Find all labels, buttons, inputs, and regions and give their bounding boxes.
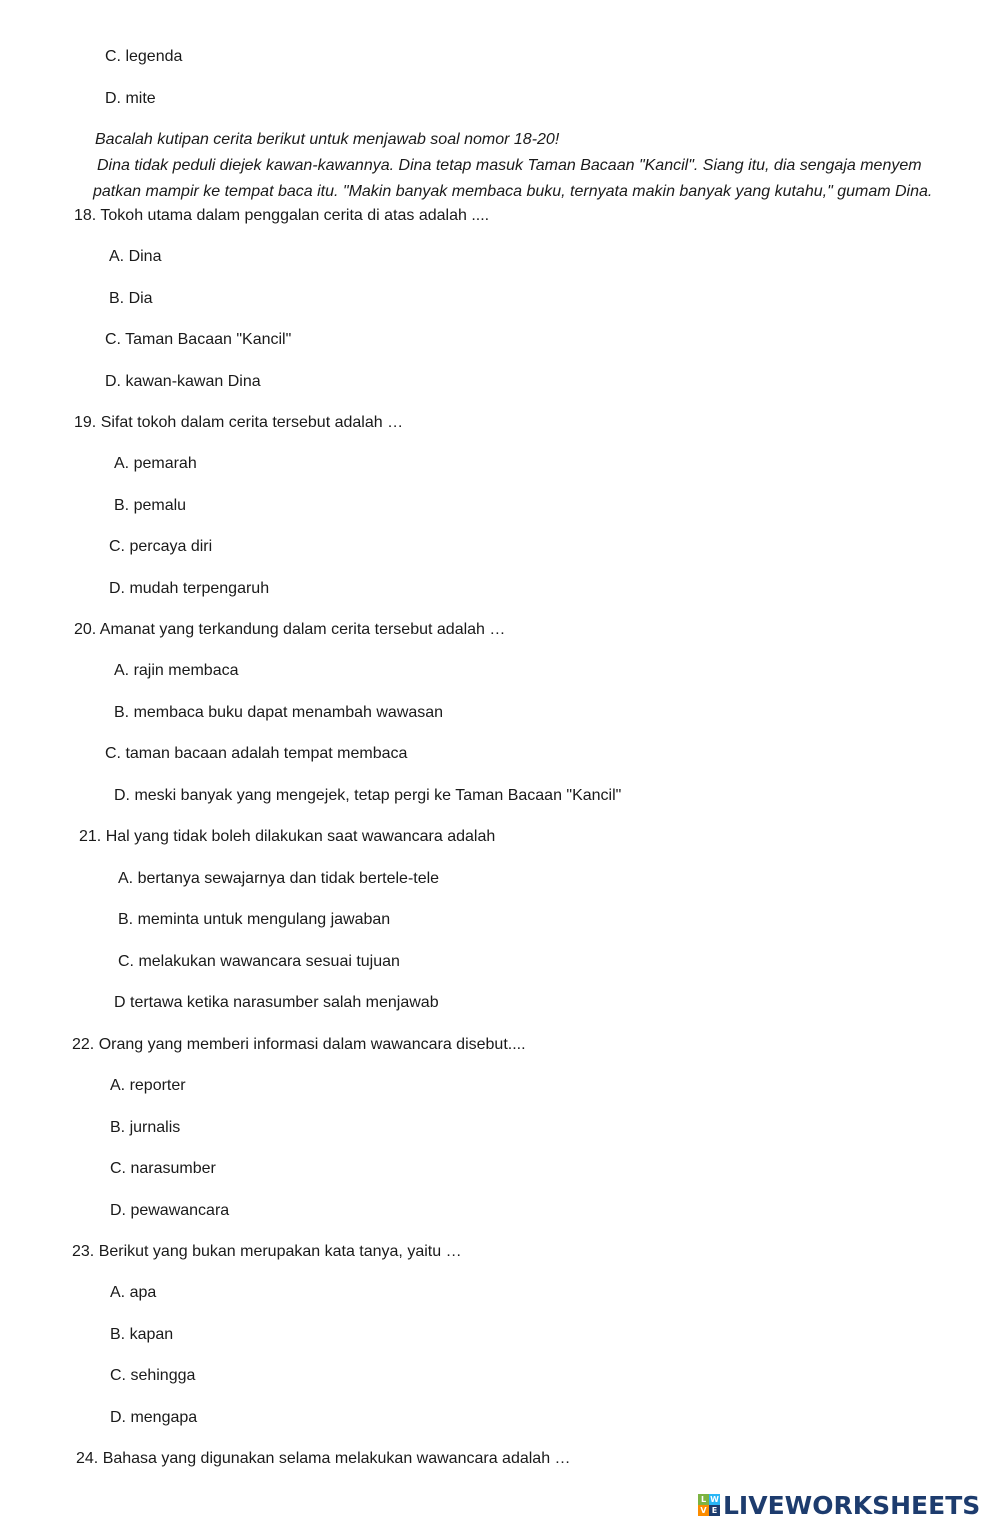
q21-option-d: D tertawa ketika narasumber salah menjawab xyxy=(114,994,439,1011)
q19-option-a: A. pemarah xyxy=(114,455,197,472)
liveworksheets-mark-icon xyxy=(698,1494,720,1516)
q19-option-c: C. percaya diri xyxy=(109,538,213,555)
q18-option-d: D. kawan-kawan Dina xyxy=(105,373,261,390)
q22-option-a: A. reporter xyxy=(110,1077,186,1094)
question-22: 22. Orang yang memberi informasi dalam wawancara disebut.... xyxy=(72,1036,526,1053)
q23-option-b: B. kapan xyxy=(110,1326,174,1343)
q21-option-a: A. bertanya sewajarnya dan tidak bertele-tele xyxy=(118,870,440,887)
question-21: 21. Hal yang tidak boleh dilakukan saat wawancara adalah xyxy=(79,828,496,845)
liveworksheets-brand: LIVEWORKSHEETS xyxy=(723,1490,981,1520)
mark-letter: V xyxy=(698,1505,709,1516)
passage-line-2: patkan mampir ke tempat baca itu. "Makin banyak membaca buku, ternyata makin banyak yang kutahu," gumam Dina. xyxy=(93,183,933,200)
question-24: 24. Bahasa yang digunakan selama melakukan wawancara adalah … xyxy=(76,1450,571,1467)
q21-option-b: B. meminta untuk mengulang jawaban xyxy=(118,911,391,928)
q22-option-b: B. jurnalis xyxy=(110,1119,181,1136)
liveworksheets-logo xyxy=(698,1490,980,1520)
q22-option-c: C. narasumber xyxy=(110,1160,216,1177)
q19-option-b: B. pemalu xyxy=(114,497,187,514)
q18-option-a: A. Dina xyxy=(109,248,162,265)
q23-option-a: A. apa xyxy=(110,1284,157,1301)
reading-instruction: Bacalah kutipan cerita berikut untuk menjawab soal nomor 18-20! xyxy=(95,131,560,148)
question-20: 20. Amanat yang terkandung dalam cerita tersebut adalah … xyxy=(74,621,506,638)
q23-option-d: D. mengapa xyxy=(110,1409,198,1426)
q18-option-c: C. Taman Bacaan "Kancil" xyxy=(105,331,292,348)
mark-letter: W xyxy=(710,1495,719,1504)
passage-line-1: Dina tidak peduli diejek kawan-kawannya. Dina tetap masuk Taman Bacaan "Kancil". Siang itu, dia sengaja menyem xyxy=(97,157,922,174)
q20-option-b: B. membaca buku dapat menambah wawasan xyxy=(114,704,444,721)
mark-letter: L xyxy=(698,1494,709,1505)
mark-letter: E xyxy=(709,1505,720,1516)
q23-option-c: C. sehingga xyxy=(110,1367,196,1384)
q20-option-c: C. taman bacaan adalah tempat membaca xyxy=(105,745,408,762)
q20-option-d: D. meski banyak yang mengejek, tetap pergi ke Taman Bacaan "Kancil" xyxy=(114,787,622,804)
question-19: 19. Sifat tokoh dalam cerita tersebut adalah … xyxy=(74,414,404,431)
question-18: 18. Tokoh utama dalam penggalan cerita di atas adalah .... xyxy=(74,207,490,224)
q18-option-b: B. Dia xyxy=(109,290,153,307)
q21-option-c: C. melakukan wawancara sesuai tujuan xyxy=(118,953,400,970)
q22-option-d: D. pewawancara xyxy=(110,1202,230,1219)
q20-option-a: A. rajin membaca xyxy=(114,662,239,679)
option-c: C. legenda xyxy=(105,48,183,65)
option-d: D. mite xyxy=(105,90,156,107)
q19-option-d: D. mudah terpengaruh xyxy=(109,580,270,597)
question-23: 23. Berikut yang bukan merupakan kata tanya, yaitu … xyxy=(72,1243,462,1260)
